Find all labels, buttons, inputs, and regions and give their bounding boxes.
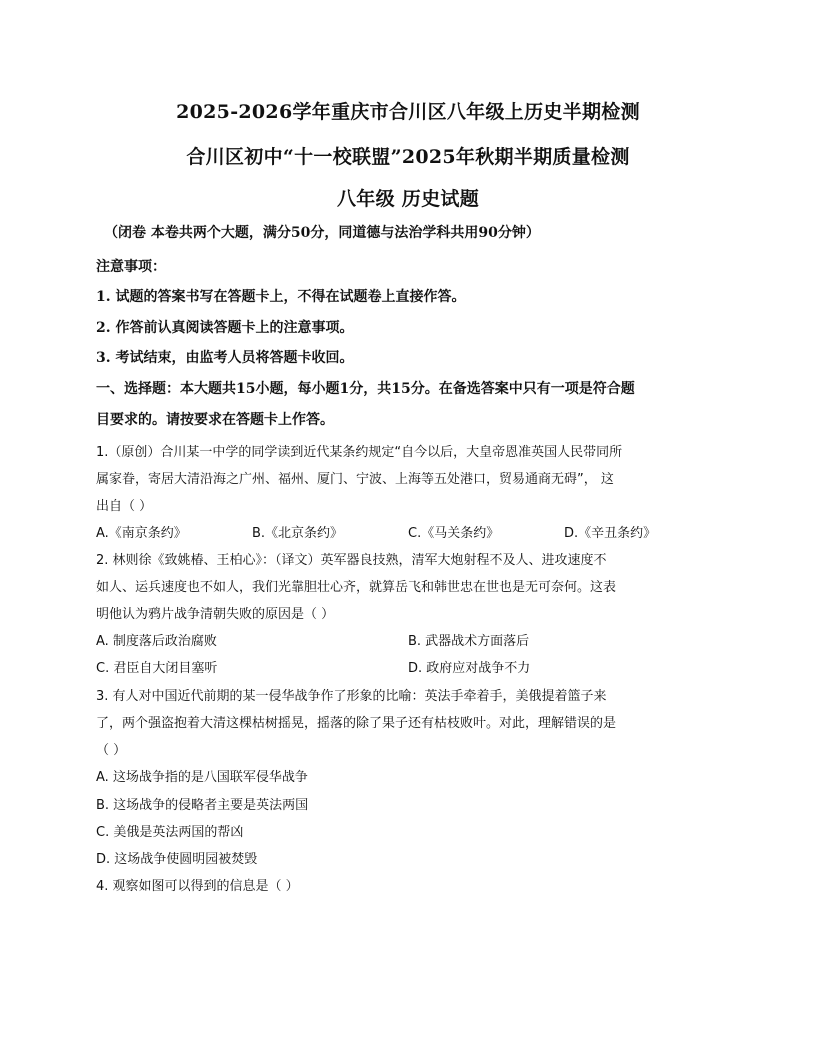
question-1-text: 属家眷，寄居大清沿海之广州、福州、厦门、宁波、上海等五处港口，贸易通商无碍”， 这 bbox=[96, 472, 614, 487]
section-heading-cont: 目要求的。请按要求在答题卡上作答。 bbox=[96, 412, 334, 428]
notes-heading: 注意事项： bbox=[96, 259, 166, 275]
exam-subtitle: 合川区初中“十一校联盟”2025年秋期半期质量检测 bbox=[186, 146, 630, 168]
question-2-text: 明他认为鸦片战争清朝失败的原因是（ ） bbox=[96, 607, 335, 622]
note-item: 3. 考试结束，由监考人员将答题卡收回。 bbox=[96, 350, 354, 366]
note-item: 2. 作答前认真阅读答题卡上的注意事项。 bbox=[96, 320, 354, 336]
question-4-text: 4. 观察如图可以得到的信息是（ ） bbox=[96, 879, 299, 894]
exam-title: 2025-2026学年重庆市合川区八年级上历史半期检测 bbox=[176, 101, 640, 123]
question-1-option-c: C.《马关条约》 bbox=[408, 526, 500, 541]
question-3-option-b: B. 这场战争的侵略者主要是英法两国 bbox=[96, 798, 309, 813]
question-3-text: 3. 有人对中国近代前期的某一侵华战争作了形象的比喻：英法手牵着手，美俄提着篮子来 bbox=[96, 689, 607, 704]
section-heading: 一、选择题：本大题共15小题，每小题1分，共15分。在备选答案中只有一项是符合题 bbox=[96, 381, 635, 397]
note-item: 1. 试题的答案书写在答题卡上，不得在试题卷上直接作答。 bbox=[96, 289, 466, 305]
exam-subject-title: 八年级 历史试题 bbox=[336, 188, 479, 210]
question-3-option-c: C. 美俄是英法两国的帮凶 bbox=[96, 825, 244, 840]
question-2-option-d: D. 政府应对战争不力 bbox=[408, 661, 531, 676]
question-1-option-b: B.《北京条约》 bbox=[252, 526, 344, 541]
question-2-option-a: A. 制度落后政治腐败 bbox=[96, 634, 217, 649]
question-2-option-c: C. 君臣自大闭目塞听 bbox=[96, 661, 218, 676]
question-2-text: 如人、运兵速度也不如人，我们光靠胆壮心齐，就算岳飞和韩世忠在世也是无可奈何。这表 bbox=[96, 580, 617, 595]
question-3-text: （ ） bbox=[96, 743, 127, 758]
question-1-text: 出自（ ） bbox=[96, 499, 153, 514]
question-1-text: 1.（原创）合川某一中学的同学读到近代某条约规定“自今以后，大皇帝恩准英国人民带同所 bbox=[96, 445, 623, 460]
question-3-option-d: D. 这场战争使圆明园被焚毁 bbox=[96, 852, 258, 867]
question-2-option-b: B. 武器战术方面落后 bbox=[408, 634, 530, 649]
question-1-option-a: A.《南京条约》 bbox=[96, 526, 187, 541]
question-3-text: 了，两个强盗抱着大清这棵枯树摇晃，摇落的除了果子还有枯枝败叶。对此，理解错误的是 bbox=[96, 716, 617, 731]
question-3-option-a: A. 这场战争指的是八国联军侵华战争 bbox=[96, 770, 308, 785]
question-1-option-d: D.《辛丑条约》 bbox=[564, 526, 657, 541]
exam-info: （闭卷 本卷共两个大题，满分50分，同道德与法治学科共用90分钟） bbox=[104, 225, 540, 241]
question-2-text: 2. 林则徐《致姚椿、王柏心》：（译文）英军器良技熟，清军大炮射程不及人、进攻速度不 bbox=[96, 553, 607, 568]
